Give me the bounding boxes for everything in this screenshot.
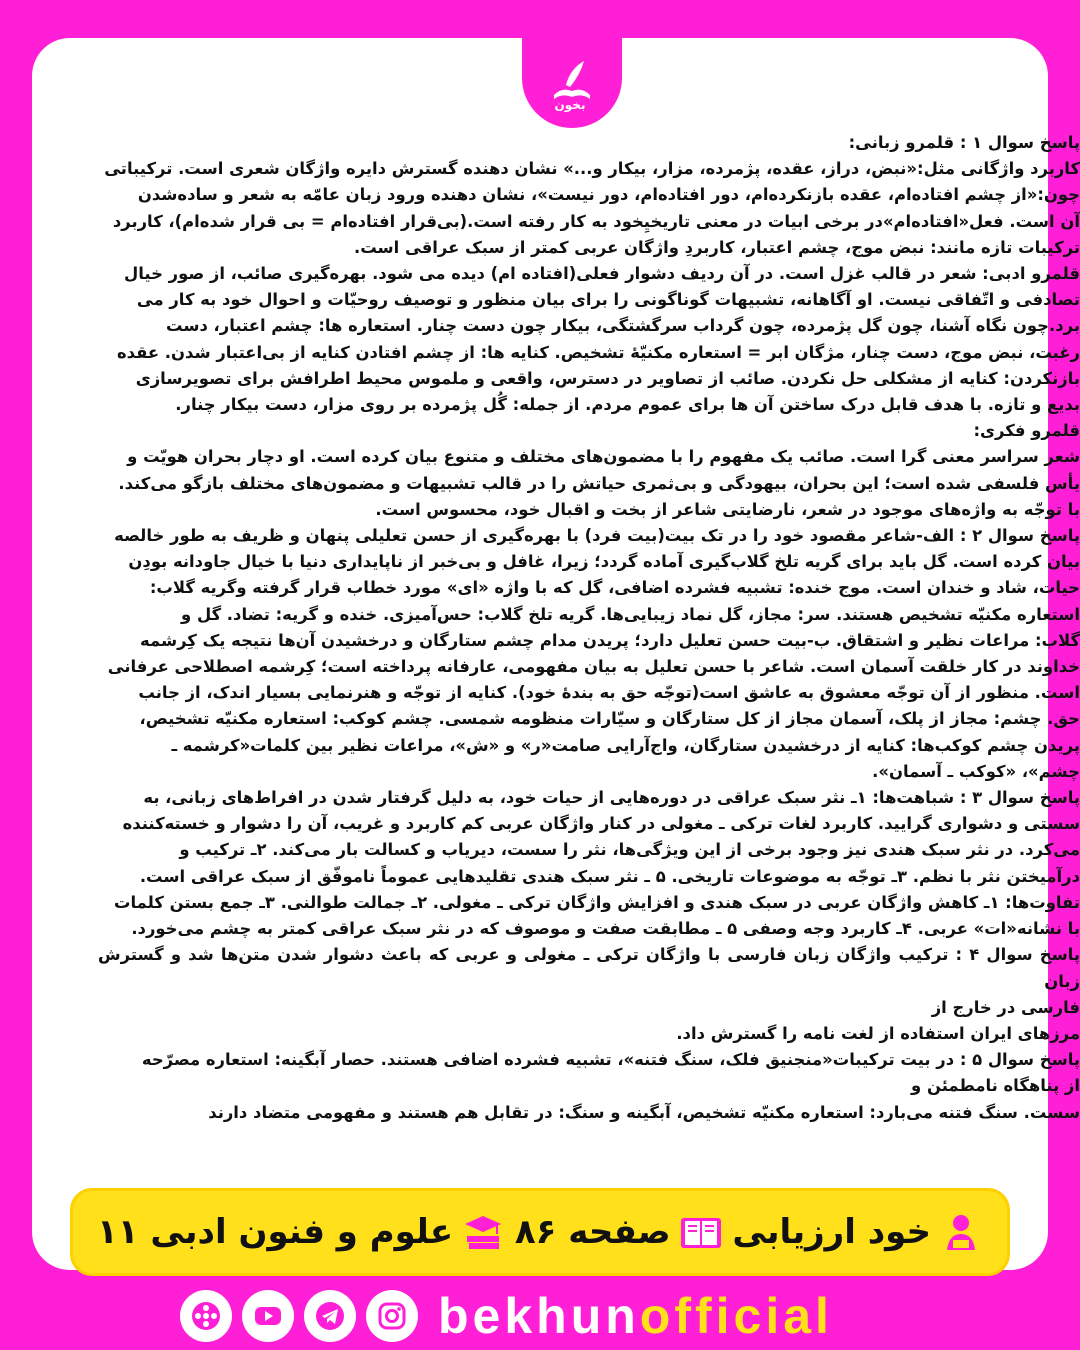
text-line: برد.چون نگاه آشنا، چون گل پژمرده، چون گرداب سرگشتگی، بیکار چون دست چنار. استعاره ها: چشم اعتبار، دست <box>165 316 1080 336</box>
text-line: قلمرو ادبی: شعر در قالب غزل است. در آن ردیف دشوار فعلی(افتاده ام) دیده می شود. بهره‌گیری صائب، از صور خیال <box>124 264 1080 284</box>
open-book-icon <box>679 1210 723 1254</box>
text-line: آن است. فعل«افتاده‌ام»در برخی ابیات در معنی تاریخیِخود به کار رفته است.(بی‌قرار افتاده‌ام = بی قرار شده‌ام)، کاربرد <box>112 211 1080 231</box>
text-line: پاسخ سوال ۲ : الف-شاعر مقصود خود را در تک بیت(بیت فرد) با بهره‌گیری از حسن تعلیلی پنهان و ظریف به طور خالصه <box>114 526 1080 546</box>
answer-text-body <box>98 130 1080 1126</box>
text-line: پاسخ سوال ۳ : شباهت‌ها: ۱ـ نثر سبک عراقی در دوره‌هایی از حیات خود، به دلیل گرفتار شدن در افراط‌های زبانی، به <box>143 788 1080 808</box>
youtube-icon[interactable] <box>242 1290 294 1342</box>
self-eval-label <box>732 1210 983 1254</box>
brand-handle[interactable] <box>438 1287 833 1345</box>
self-eval-text: خود ارزیابی <box>732 1212 931 1252</box>
text-line: است. منظور از آن توجّه معشوق به عاشق است(توجّه حق به بندهٔ خود). کنایه از توجّه و هنرنمایی بسیار اندک، از جانب <box>138 683 1080 703</box>
text-line: بدیع و تازه. با هدف قابل درک ساختن آن ها برای عموم مردم. از جمله: گُل پژمرده بر روی مزار، دست بیکار چنار. <box>175 395 1080 415</box>
text-line: سست. سنگ فتنه می‌بارد: استعاره مکنیّه تشخیص، آبگینه و سنگ: در تقابل هم هستند و مفهومی متضاد دارند <box>208 1102 1080 1122</box>
text-line: چون:«از چشم افتاده‌ام، عقده بازنکرده‌ام، دور افتاده‌ام، دور نیست»، نشان دهنده ورود زبان عامّه به شعر و ساده‌شدن <box>137 185 1080 205</box>
text-line: از پناهگاه نامطمئن و <box>911 1076 1080 1096</box>
text-line: پریدن چشم کوکب‌ها: کنایه از درخشیدن ستارگان، واج‌آرایی صامت«ر» و «ش»، مراعات نظیر بین کلمات«کرشمه ـ <box>171 735 1080 755</box>
text-line: بیان کرده است. گل باید برای گریه تلخ گلاب‌گیری آماده گردد؛ زیرا، غافل و بی‌خبر از ناپایداری دنیا با خیال جاودانه بودِن <box>128 552 1080 572</box>
handle-part-1: bekhun <box>438 1288 640 1344</box>
text-line: ترکیبات تازه مانند: نبض موج، چشم اعتبار، کاربردِ واژگان عربی کمتر از سبک عراقی است. <box>353 237 1080 257</box>
text-line: مرزهای ایران استفاده از لغت نامه را گسترش داد. <box>676 1023 1080 1043</box>
text-line: با نشانه«ات» عربی. ۴ـ کاربرد وجه وصفی ۵ ـ مطابقت صفت و موصوف که در نثر سبک عراقی کمتر به چشم می‌خورد. <box>131 919 1080 939</box>
page-number-text: صفحه ۸۶ <box>514 1212 671 1252</box>
text-line: حیات، شاد و خندان است. موج خنده: تشبیه فشرده اضافی، گل که با واژه «ای» مورد خطاب قرار گرفته وگریه گلاب: <box>149 578 1080 598</box>
text-line: پاسخ سوال ۴ : ترکیب واژگان زبان فارسی با واژگان ترکی ـ مغولی و عربی که باعث دشوار شدن متن‌ها شد و گسترش زبان <box>98 945 1080 991</box>
text-line: تفاوت‌ها: ۱ـ کاهش واژگان عربی در سبک هندی و افزایش واژگان ترکی ـ مغولی. ۲ـ جمالت طوالنی. ۳ـ جمع بستن کلمات <box>114 892 1080 912</box>
text-line: پاسخ سوال ۵ : در بیت ترکیبات«منجنیق فلک، سنگ فتنه»، تشبیه فشرده اضافی هستند. حصار آبگینه: استعاره مصرّحه <box>141 1050 1080 1070</box>
page-label <box>515 1210 723 1254</box>
text-line: شعر سراسر معنی گرا است. صائب یک مفهوم را با مضمون‌های مختلف و متنوع بیان کرده است. او دچار بحران هویّت و <box>127 447 1080 467</box>
text-line: می‌کرد. در نثر سبک هندی نیز وجود برخی از این ویژگی‌ها، نثر را سست، دیریاب و کسالت بار می‌کند. ۲ـ ترکیب و <box>179 840 1080 860</box>
instagram-icon[interactable] <box>366 1290 418 1342</box>
content-card <box>32 38 1080 1270</box>
social-row <box>180 1286 833 1346</box>
text-line: رغبت، نبض موج، دست چنار، مژگان ابر = استعاره مکنیّهٔ تشخیص. کنایه ها: از چشم افتادن کنایه از بی‌اعتبار شدن. عقده <box>116 342 1080 362</box>
telegram-icon[interactable] <box>304 1290 356 1342</box>
graduation-books-icon <box>461 1210 505 1254</box>
text-line: حق. چشم: مجاز از پلک، آسمان مجاز از کل ستارگان و سیّارات منظومه شمسی. چشم کوکب: استعاره مکنیّه تشخیص، <box>139 709 1080 729</box>
handle-part-2: official <box>639 1288 833 1344</box>
text-line: با توجّه به واژه‌های موجود در شعر، نارضایتی شاعر از بخت و اقبال خود، محسوس است. <box>375 499 1080 519</box>
subject-label <box>97 1210 505 1254</box>
teacher-icon <box>939 1210 983 1254</box>
text-line: گلاب: مراعات نظیر و اشتقاق. ب-بیت حسن تعلیل دارد؛ پریدن مدام چشم ستارگان و درخشیدن آن‌ها نتیجه یک کِرشمه <box>140 630 1080 650</box>
text-line: تصادفی و اتّفاقی نیست. او آگاهانه، تشبیهات گوناگونی را برای بیان منظور و توصیف روحیّات و احوال خود به کار می <box>136 290 1080 310</box>
film-reel-icon[interactable] <box>180 1290 232 1342</box>
text-line: پاسخ سوال ۱ : قلمرو زبانی: <box>848 133 1080 152</box>
text-line: استعاره مکنیّه تشخیص هستند. سر: مجاز، گل نماد زیبایی‌ها. گریه تلخ گلاب: حس‌آمیزی. خنده و گریه: تضاد. گل و <box>181 604 1080 624</box>
text-line: سستی و دشواری گرایید. کاربرد لغات ترکی ـ مغولی در کنار واژگان عربی کم کاربرد و غریب، آن را دشوار و خسته‌کننده <box>122 814 1080 834</box>
text-line: خداوند در کار خلقت آسمان است. شاعر با حسن تعلیل به بیان مفهومی، عارفانه پرداخته است؛ کِرشمه اصطلاحی عرفانی <box>107 657 1080 677</box>
text-line: قلمرو فکری: <box>973 421 1080 441</box>
brand-logo-icon <box>540 51 604 115</box>
subject-text: علوم و فنون ادبی ۱۱ <box>97 1212 454 1252</box>
brand-logo-badge <box>522 38 622 128</box>
brand-logo-text: بخون <box>554 98 586 112</box>
text-line: درآمیختن نثر با نظم. ۳ـ توجّه به موضوعات تاریخی. ۵ ـ نثر سبک هندی تقلیدهایی عموماً ناموفّق از سبک عراقی است. <box>139 866 1080 886</box>
text-line: کاربرد واژگانی مثل:«نبض، دراز، عقده، پژمرده، مزار، بیکار و...» نشان دهنده گسترش دایره واژگان شعری است. ترکیباتی <box>104 159 1080 179</box>
footer-bar <box>70 1188 1010 1276</box>
text-line: فارسی در خارج از <box>931 997 1080 1017</box>
text-line: چشم»، «کوکب ـ آسمان». <box>872 761 1080 781</box>
text-line: بازنکردن: کنایه از مشکلی حل نکردن. صائب از تصاویر در دسترس، واقعی و ملموس محیط اطرافش برای تصویرسازی <box>135 368 1080 388</box>
text-line: یأس فلسفی شده است؛ این بحران، بیهودگی و بی‌ثمری حیاتش را در قالب تشبیهات و مضمون‌های مختلف بازگو می‌کند. <box>118 473 1080 493</box>
